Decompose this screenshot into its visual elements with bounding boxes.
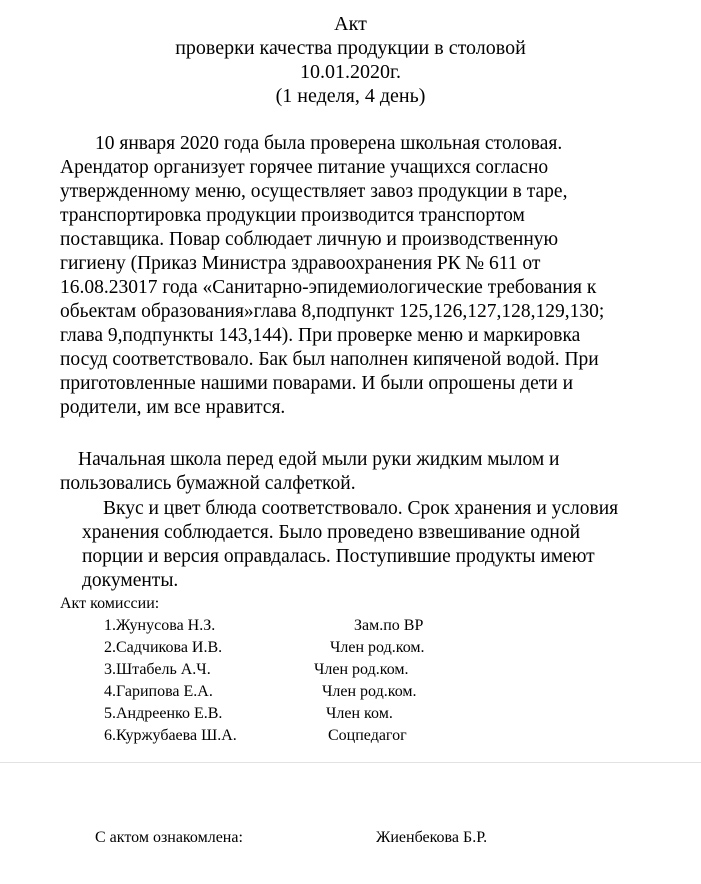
paragraph-line: хранения соблюдается. Было проведено взвешивание одной	[82, 522, 581, 543]
paragraph-line: транспортировка продукции производится транспортом	[60, 205, 525, 226]
commission-heading: Акт комиссии:	[60, 595, 160, 612]
doc-week-day: (1 неделя, 4 день)	[275, 85, 426, 107]
member-name: 3.Штабель А.Ч.	[104, 661, 211, 678]
acknowledgement-name: Жиенбекова Б.Р.	[376, 829, 488, 846]
member-name: 1.Жунусова Н.З.	[104, 617, 216, 634]
paragraph-line: поставщика. Повар соблюдает личную и производственную	[60, 229, 559, 250]
paragraph-line: приготовленные нашими поварами. И были опрошены дети и	[60, 373, 574, 394]
paragraph-line: 16.08.23017 года «Санитарно-эпидемиологические требования к	[60, 277, 597, 298]
acknowledgement-label: С актом ознакомлена:	[95, 829, 243, 846]
paragraph-line: глава 9,подпункты 143,144). При проверке меню и маркировка	[60, 325, 581, 346]
paragraph-line: родители, им все нравится.	[60, 397, 286, 418]
member-name: 6.Куржубаева Ш.А.	[104, 727, 237, 744]
paragraph-line: документы.	[82, 570, 179, 591]
paragraph-line: гигиену (Приказ Министра здравоохранения РК № 611 от	[60, 253, 541, 274]
doc-subtitle: проверки качества продукции в столовой	[175, 37, 526, 59]
paragraph-line: Начальная школа перед едой мыли руки жидким мылом и	[78, 449, 560, 470]
doc-title: Акт	[334, 13, 367, 35]
paragraph-line: Арендатор организует горячее питание учащихся согласно	[60, 157, 549, 178]
paragraph-line: 10 января 2020 года была проверена школьная столовая.	[95, 133, 563, 154]
paragraph-line: посуд соответствовало. Бак был наполнен кипяченой водой. При	[60, 349, 599, 370]
member-name: 5.Андреенко Е.В.	[104, 705, 223, 722]
paragraph-line: обьектам образования»глава 8,подпункт 125,126,127,128,129,130;	[60, 301, 605, 322]
member-name: 2.Садчикова И.В.	[104, 639, 223, 656]
doc-date: 10.01.2020г.	[300, 61, 401, 83]
member-role: Член род.ком.	[322, 683, 417, 700]
paragraph-line: порции и версия оправдалась. Поступившие продукты имеют	[82, 546, 595, 567]
member-role: Член ком.	[326, 705, 393, 722]
paragraph-line: Вкус и цвет блюда соответствовало. Срок хранения и условия	[103, 498, 619, 519]
member-role: Член род.ком.	[314, 661, 409, 678]
paragraph-line: пользовались бумажной салфеткой.	[60, 473, 356, 494]
member-name: 4.Гарипова Е.А.	[104, 683, 213, 700]
member-role: Соцпедагог	[328, 727, 407, 744]
paragraph-line: утвержденному меню, осуществляет завоз продукции в таре,	[60, 181, 568, 202]
page-divider	[0, 762, 701, 763]
member-role: Член род.ком.	[330, 639, 425, 656]
member-role: Зам.по ВР	[354, 617, 424, 634]
